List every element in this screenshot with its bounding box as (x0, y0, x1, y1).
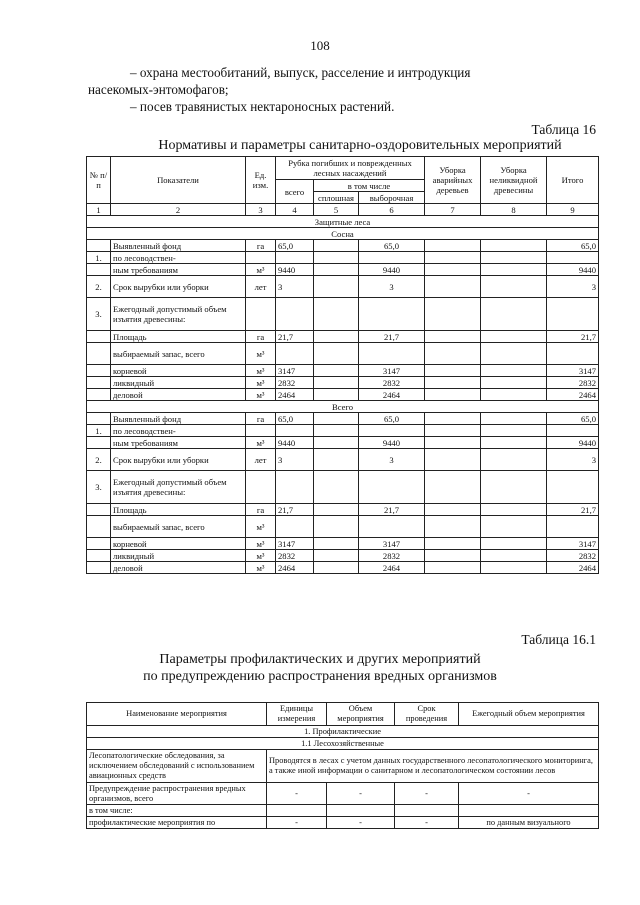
row-unliquid (481, 471, 547, 504)
col-number: 8 (481, 204, 547, 216)
row-unliquid (481, 365, 547, 377)
t161-row-term (395, 805, 459, 817)
row-indicator: ликвидный (111, 550, 246, 562)
row-unit: м³ (246, 264, 276, 276)
row-total-felling: 2832 (276, 377, 314, 389)
row-number (87, 516, 111, 538)
row-indicator: Площадь (111, 504, 246, 516)
t161-subsection: 1.1 Лесохозяйственные (87, 738, 599, 750)
table-row (87, 425, 599, 437)
row-emergency (425, 562, 481, 574)
row-unit: лет (246, 449, 276, 471)
zone-row: Защитные леса (87, 216, 599, 228)
row-selective (359, 252, 425, 264)
row-number (87, 389, 111, 401)
header-clear: сплошная (314, 192, 359, 204)
row-emergency (425, 377, 481, 389)
row-emergency (425, 276, 481, 298)
row-unit: м³ (246, 562, 276, 574)
row-clear (314, 298, 359, 331)
row-indicator: ным требованиям (111, 437, 246, 449)
row-total-felling: 3147 (276, 538, 314, 550)
page-number: 108 (310, 38, 330, 53)
table16-1-caption: Таблица 16.1 (521, 632, 596, 647)
row-total-felling: 65,0 (276, 413, 314, 425)
row-total-felling: 3147 (276, 365, 314, 377)
row-number (87, 562, 111, 574)
row-clear (314, 252, 359, 264)
row-total-felling: 9440 (276, 437, 314, 449)
row-number (87, 504, 111, 516)
row-indicator: корневой (111, 365, 246, 377)
row-total-felling: 2464 (276, 562, 314, 574)
col-number: 9 (547, 204, 599, 216)
table16-1-title-line2: по предупреждению распространения вредных организмов (143, 669, 497, 684)
row-total: 3147 (547, 365, 599, 377)
row-unliquid (481, 550, 547, 562)
section-row: Всего (87, 401, 599, 413)
row-unit: м³ (246, 343, 276, 365)
row-emergency (425, 298, 481, 331)
table-row (87, 252, 599, 264)
col-number: 6 (359, 204, 425, 216)
row-total-felling: 3 (276, 276, 314, 298)
row-total: 21,7 (547, 331, 599, 343)
t161-row-name: профилактические мероприятия по (87, 817, 267, 829)
table16-caption: Таблица 16 (531, 122, 596, 137)
row-indicator: Срок вырубки или уборки (111, 276, 246, 298)
table-row (87, 365, 599, 377)
row-total-felling: 2832 (276, 550, 314, 562)
row-selective: 3147 (359, 538, 425, 550)
row-unit: м³ (246, 550, 276, 562)
table-16-1 (86, 702, 599, 829)
table-row (87, 516, 599, 538)
t161-row-term: - (395, 783, 459, 805)
header-total-felling: всего (276, 180, 314, 204)
row-selective: 21,7 (359, 504, 425, 516)
row-clear (314, 449, 359, 471)
row-total: 3147 (547, 538, 599, 550)
row-selective: 2832 (359, 377, 425, 389)
t161-row-term: - (395, 817, 459, 829)
row-indicator: выбираемый запас, всего (111, 343, 246, 365)
table16-title: Нормативы и параметры санитарно-оздоровительных мероприятий (158, 138, 562, 153)
row-emergency (425, 538, 481, 550)
table-row (87, 331, 599, 343)
header-indicator: Показатели (111, 157, 246, 204)
row-clear (314, 562, 359, 574)
row-number: 3. (87, 471, 111, 504)
col-number: 1 (87, 204, 111, 216)
row-total: 65,0 (547, 240, 599, 252)
row-total-felling (276, 252, 314, 264)
row-unit: га (246, 240, 276, 252)
row-clear (314, 413, 359, 425)
row-number (87, 437, 111, 449)
t161-header-volume: Объем мероприятия (327, 703, 395, 726)
row-unliquid (481, 449, 547, 471)
table16-1-title-line1: Параметры профилактических и других мероприятий (159, 652, 481, 667)
row-total (547, 516, 599, 538)
row-unit (246, 252, 276, 264)
row-total: 2464 (547, 562, 599, 574)
row-emergency (425, 471, 481, 504)
row-total: 9440 (547, 437, 599, 449)
row-indicator: по лесоводствен- (111, 252, 246, 264)
row-unliquid (481, 504, 547, 516)
t161-row-annual: - (459, 783, 599, 805)
row-number (87, 538, 111, 550)
intro-line-3: – посев травянистых нектароносных растений. (130, 99, 395, 114)
row-indicator: ликвидный (111, 377, 246, 389)
row-unliquid (481, 264, 547, 276)
row-clear (314, 331, 359, 343)
row-number (87, 377, 111, 389)
row-unit: м³ (246, 437, 276, 449)
row-selective: 21,7 (359, 331, 425, 343)
header-emergency: Уборка аварийных деревьев (425, 157, 481, 204)
table-row (87, 805, 599, 817)
t161-monitoring-text: Проводятся в лесах с учетом данных государственного лесопатологического мониторинга, а также иной информации о санитарном и лесопатологическом состоянии лесов (267, 750, 599, 783)
row-unit: га (246, 504, 276, 516)
row-selective (359, 516, 425, 538)
row-selective: 3147 (359, 365, 425, 377)
table-row (87, 550, 599, 562)
table-row (87, 389, 599, 401)
t161-header-name: Наименование мероприятия (87, 703, 267, 726)
table-16 (86, 156, 599, 574)
row-total: 9440 (547, 264, 599, 276)
row-total-felling: 65,0 (276, 240, 314, 252)
row-total (547, 343, 599, 365)
col-number: 3 (246, 204, 276, 216)
row-selective (359, 425, 425, 437)
row-total: 2832 (547, 550, 599, 562)
row-emergency (425, 413, 481, 425)
row-selective (359, 343, 425, 365)
row-unit (246, 471, 276, 504)
t161-row-name: Предупреждение распространения вредных организмов, всего (87, 783, 267, 805)
row-emergency (425, 331, 481, 343)
row-indicator: Площадь (111, 331, 246, 343)
row-number (87, 550, 111, 562)
row-unliquid (481, 343, 547, 365)
row-number: 1. (87, 425, 111, 437)
row-clear (314, 389, 359, 401)
t161-row-volume (327, 805, 395, 817)
header-unit: Ед. изм. (246, 157, 276, 204)
row-total (547, 298, 599, 331)
row-number (87, 331, 111, 343)
row-clear (314, 550, 359, 562)
row-unliquid (481, 437, 547, 449)
row-emergency (425, 516, 481, 538)
header-felling: Рубка погибших и поврежденных лесных насаждений (276, 157, 425, 180)
table-row (87, 538, 599, 550)
row-clear (314, 377, 359, 389)
t161-row-annual: по данным визуального (459, 817, 599, 829)
table-row (87, 298, 599, 331)
row-emergency (425, 449, 481, 471)
t161-row-annual (459, 805, 599, 817)
row-emergency (425, 252, 481, 264)
table-row (87, 240, 599, 252)
table-row (87, 264, 599, 276)
row-indicator: Срок вырубки или уборки (111, 449, 246, 471)
row-unliquid (481, 298, 547, 331)
row-unit (246, 298, 276, 331)
row-unit: м³ (246, 365, 276, 377)
intro-line-1: – охрана местообитаний, выпуск, расселение и интродукция (130, 65, 471, 80)
t161-row-name: в том числе: (87, 805, 267, 817)
row-indicator: деловой (111, 562, 246, 574)
table-row (87, 471, 599, 504)
row-clear (314, 276, 359, 298)
row-unit (246, 425, 276, 437)
row-indicator: корневой (111, 538, 246, 550)
row-unit: м³ (246, 516, 276, 538)
row-selective: 65,0 (359, 240, 425, 252)
row-selective (359, 471, 425, 504)
t161-row-unit (267, 805, 327, 817)
row-total-felling (276, 343, 314, 365)
row-indicator: Ежегодный допустимый объем изъятия древесины: (111, 471, 246, 504)
header-total: Итого (547, 157, 599, 204)
col-number: 7 (425, 204, 481, 216)
row-unliquid (481, 276, 547, 298)
row-emergency (425, 343, 481, 365)
row-emergency (425, 425, 481, 437)
row-unliquid (481, 425, 547, 437)
row-total-felling: 21,7 (276, 331, 314, 343)
row-selective: 2464 (359, 389, 425, 401)
row-total (547, 252, 599, 264)
row-clear (314, 264, 359, 276)
row-indicator: Ежегодный допустимый объем изъятия древесины: (111, 298, 246, 331)
row-number (87, 343, 111, 365)
table-row (87, 449, 599, 471)
row-selective: 65,0 (359, 413, 425, 425)
row-unit: лет (246, 276, 276, 298)
row-emergency (425, 365, 481, 377)
row-number (87, 413, 111, 425)
row-unliquid (481, 252, 547, 264)
row-total: 2832 (547, 377, 599, 389)
table-row (87, 437, 599, 449)
row-unliquid (481, 538, 547, 550)
row-selective: 9440 (359, 264, 425, 276)
row-number (87, 264, 111, 276)
table-row (87, 817, 599, 829)
row-clear (314, 365, 359, 377)
header-unliquid: Уборка неликвидной древесины (481, 157, 547, 204)
row-clear (314, 471, 359, 504)
row-total-felling: 3 (276, 449, 314, 471)
header-num: № п/п (87, 157, 111, 204)
t161-row-unit: - (267, 783, 327, 805)
t161-header-annual: Ежегодный объем мероприятия (459, 703, 599, 726)
row-indicator: выбираемый запас, всего (111, 516, 246, 538)
row-number (87, 365, 111, 377)
row-selective (359, 298, 425, 331)
row-indicator: по лесоводствен- (111, 425, 246, 437)
row-total: 3 (547, 276, 599, 298)
row-number: 1. (87, 252, 111, 264)
row-clear (314, 516, 359, 538)
row-unit: м³ (246, 538, 276, 550)
row-selective: 9440 (359, 437, 425, 449)
t161-header-unit: Единицы измерения (267, 703, 327, 726)
row-clear (314, 538, 359, 550)
row-emergency (425, 389, 481, 401)
row-unit: м³ (246, 377, 276, 389)
table-row (87, 343, 599, 365)
row-total-felling: 21,7 (276, 504, 314, 516)
t161-row-volume: - (327, 817, 395, 829)
row-number: 3. (87, 298, 111, 331)
table-row (87, 504, 599, 516)
header-selective: выборочная (359, 192, 425, 204)
row-indicator: ным требованиям (111, 264, 246, 276)
row-emergency (425, 240, 481, 252)
row-total: 3 (547, 449, 599, 471)
row-selective: 3 (359, 276, 425, 298)
row-total (547, 471, 599, 504)
row-total: 65,0 (547, 413, 599, 425)
row-clear (314, 240, 359, 252)
row-indicator: Выявленный фонд (111, 240, 246, 252)
header-including: в том числе (314, 180, 425, 192)
row-emergency (425, 264, 481, 276)
row-unliquid (481, 377, 547, 389)
t161-row-unit: - (267, 817, 327, 829)
row-selective: 2464 (359, 562, 425, 574)
row-number: 2. (87, 449, 111, 471)
row-indicator: деловой (111, 389, 246, 401)
table-row (87, 562, 599, 574)
row-clear (314, 425, 359, 437)
row-emergency (425, 437, 481, 449)
t161-section: 1. Профилактические (87, 726, 599, 738)
t161-header-term: Срок проведения (395, 703, 459, 726)
col-number: 2 (111, 204, 246, 216)
row-total-felling: 9440 (276, 264, 314, 276)
table-row (87, 413, 599, 425)
table-row (87, 783, 599, 805)
row-emergency (425, 550, 481, 562)
section-row: Сосна (87, 228, 599, 240)
row-total-felling (276, 425, 314, 437)
row-unliquid (481, 413, 547, 425)
row-selective: 2832 (359, 550, 425, 562)
row-unliquid (481, 516, 547, 538)
col-number: 5 (314, 204, 359, 216)
row-total: 21,7 (547, 504, 599, 516)
row-unliquid (481, 389, 547, 401)
row-selective: 3 (359, 449, 425, 471)
t161-row-volume: - (327, 783, 395, 805)
col-number: 4 (276, 204, 314, 216)
row-number: 2. (87, 276, 111, 298)
row-total-felling (276, 471, 314, 504)
row-unit: га (246, 413, 276, 425)
row-emergency (425, 504, 481, 516)
row-clear (314, 343, 359, 365)
row-unit: м³ (246, 389, 276, 401)
table-row (87, 377, 599, 389)
row-unliquid (481, 562, 547, 574)
row-total-felling: 2464 (276, 389, 314, 401)
t161-monitoring-name: Лесопатологические обследования, за исключением обследований с использованием авиационных средств (87, 750, 267, 783)
row-total (547, 425, 599, 437)
row-unliquid (481, 240, 547, 252)
table-row (87, 276, 599, 298)
row-unit: га (246, 331, 276, 343)
row-indicator: Выявленный фонд (111, 413, 246, 425)
row-total: 2464 (547, 389, 599, 401)
intro-line-2: насекомых-энтомофагов; (88, 82, 229, 97)
row-total-felling (276, 298, 314, 331)
row-total-felling (276, 516, 314, 538)
row-clear (314, 504, 359, 516)
row-unliquid (481, 331, 547, 343)
row-number (87, 240, 111, 252)
row-clear (314, 437, 359, 449)
